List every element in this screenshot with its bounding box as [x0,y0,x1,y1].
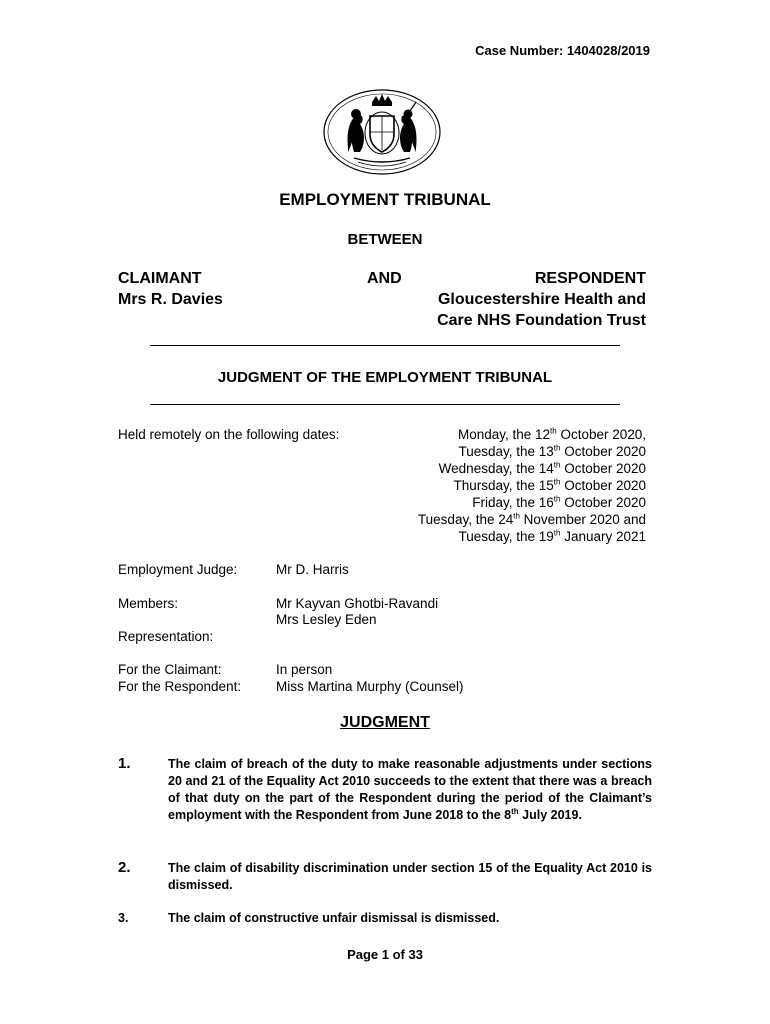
hearing-date-line [418,494,646,511]
claimant-block [118,268,223,310]
hearing-date-ordinal: th [553,494,561,504]
hearing-date-line [418,443,646,460]
divider-bottom [150,404,620,405]
judge-label: Employment Judge: [118,562,238,577]
respondent-rep-label: For the Respondent: [118,679,242,694]
hearing-date-text: Wednesday, the 14 [438,461,554,476]
hearing-date-ordinal: th [553,528,561,538]
hearing-date-month: October 2020 [560,495,646,510]
claimant-label: CLAIMANT [118,270,202,287]
case-number: Case Number: 1404028/2019 [475,43,650,58]
item-1-text [168,756,652,824]
item-3-text: The claim of constructive unfair dismissal is dismissed. [168,911,500,925]
hearing-date-line [418,511,646,528]
hearing-date-text: Tuesday, the 24 [417,512,514,527]
item-1-number: 1. [118,755,131,772]
hearing-date-line [418,460,646,477]
hearing-date-ordinal: th [553,443,561,453]
hearing-date-line [418,426,646,443]
hearing-date-text: Thursday, the 15 [453,478,554,493]
item-1-text-end: July 2019. [518,808,582,822]
judgment-heading: JUDGMENT OF THE EMPLOYMENT TRIBUNAL [217,369,553,386]
claimant-rep-label: For the Claimant: [118,662,222,677]
hearing-label: Held remotely on the following dates: [118,427,340,442]
hearing-date-text: Monday, the 12 [457,427,551,442]
members-label: Members: [118,596,179,611]
claimant-rep-value: In person [276,662,333,677]
judge-value: Mr D. Harris [276,562,349,577]
divider-top [150,345,620,346]
respondent-block [437,268,646,331]
item-2-text: The claim of disability discrimination under section 15 of the Equality Act 2010 is dismissed. [168,861,652,892]
hearing-date-month: October 2020 [560,444,646,459]
hearing-date-month: October 2020 [560,478,646,493]
respondent-name-line2: Care NHS Foundation Trust [437,312,646,329]
member-1: Mr Kayvan Ghotbi-Ravandi [276,596,439,611]
hearing-date-month: January 2021 [560,529,646,544]
hearing-date-ordinal: th [553,477,561,487]
between-label: BETWEEN [347,231,423,248]
judgment-title: JUDGMENT [340,714,430,731]
hearing-date-line [418,477,646,494]
item-3-number: 3. [118,911,129,925]
and-label: AND [367,270,402,287]
respondent-name-line1: Gloucestershire Health and [437,291,646,308]
item-1-text-main: The claim of breach of the duty to make reasonable adjustments under sections 20 and 21 of the Equality Act 2010 succeeds to the extent that there was a breach of that duty on the part of the Respondent during the period of the Claimant’s employment with the Respondent from June 2018 to the 8 [168,757,652,822]
item-2-number: 2. [118,859,131,876]
hearing-date-ordinal: th [550,426,557,436]
hearing-dates [418,426,646,545]
royal-coat-of-arms-logo [318,86,446,178]
hearing-date-text: Tuesday, the 19 [458,529,554,544]
hearing-date-month: October 2020, [556,427,646,442]
claimant-name: Mrs R. Davies [118,291,223,308]
hearing-date-text: Tuesday, the 13 [458,444,554,459]
hearing-date-ordinal: th [513,511,520,521]
hearing-date-ordinal: th [553,460,561,470]
member-2: Mrs Lesley Eden [276,612,377,627]
hearing-date-month: November 2020 and [519,512,646,527]
hearing-date-month: October 2020 [560,461,646,476]
document-title: EMPLOYMENT TRIBUNAL [279,190,491,209]
page-number: Page 1 of 33 [347,947,423,962]
respondent-rep-value: Miss Martina Murphy (Counsel) [276,679,464,694]
respondent-label: RESPONDENT [534,270,646,287]
hearing-date-text: Friday, the 16 [472,495,554,510]
item-1-text-sup: th [511,806,519,816]
representation-label: Representation: [118,629,214,644]
hearing-date-line [418,528,646,545]
